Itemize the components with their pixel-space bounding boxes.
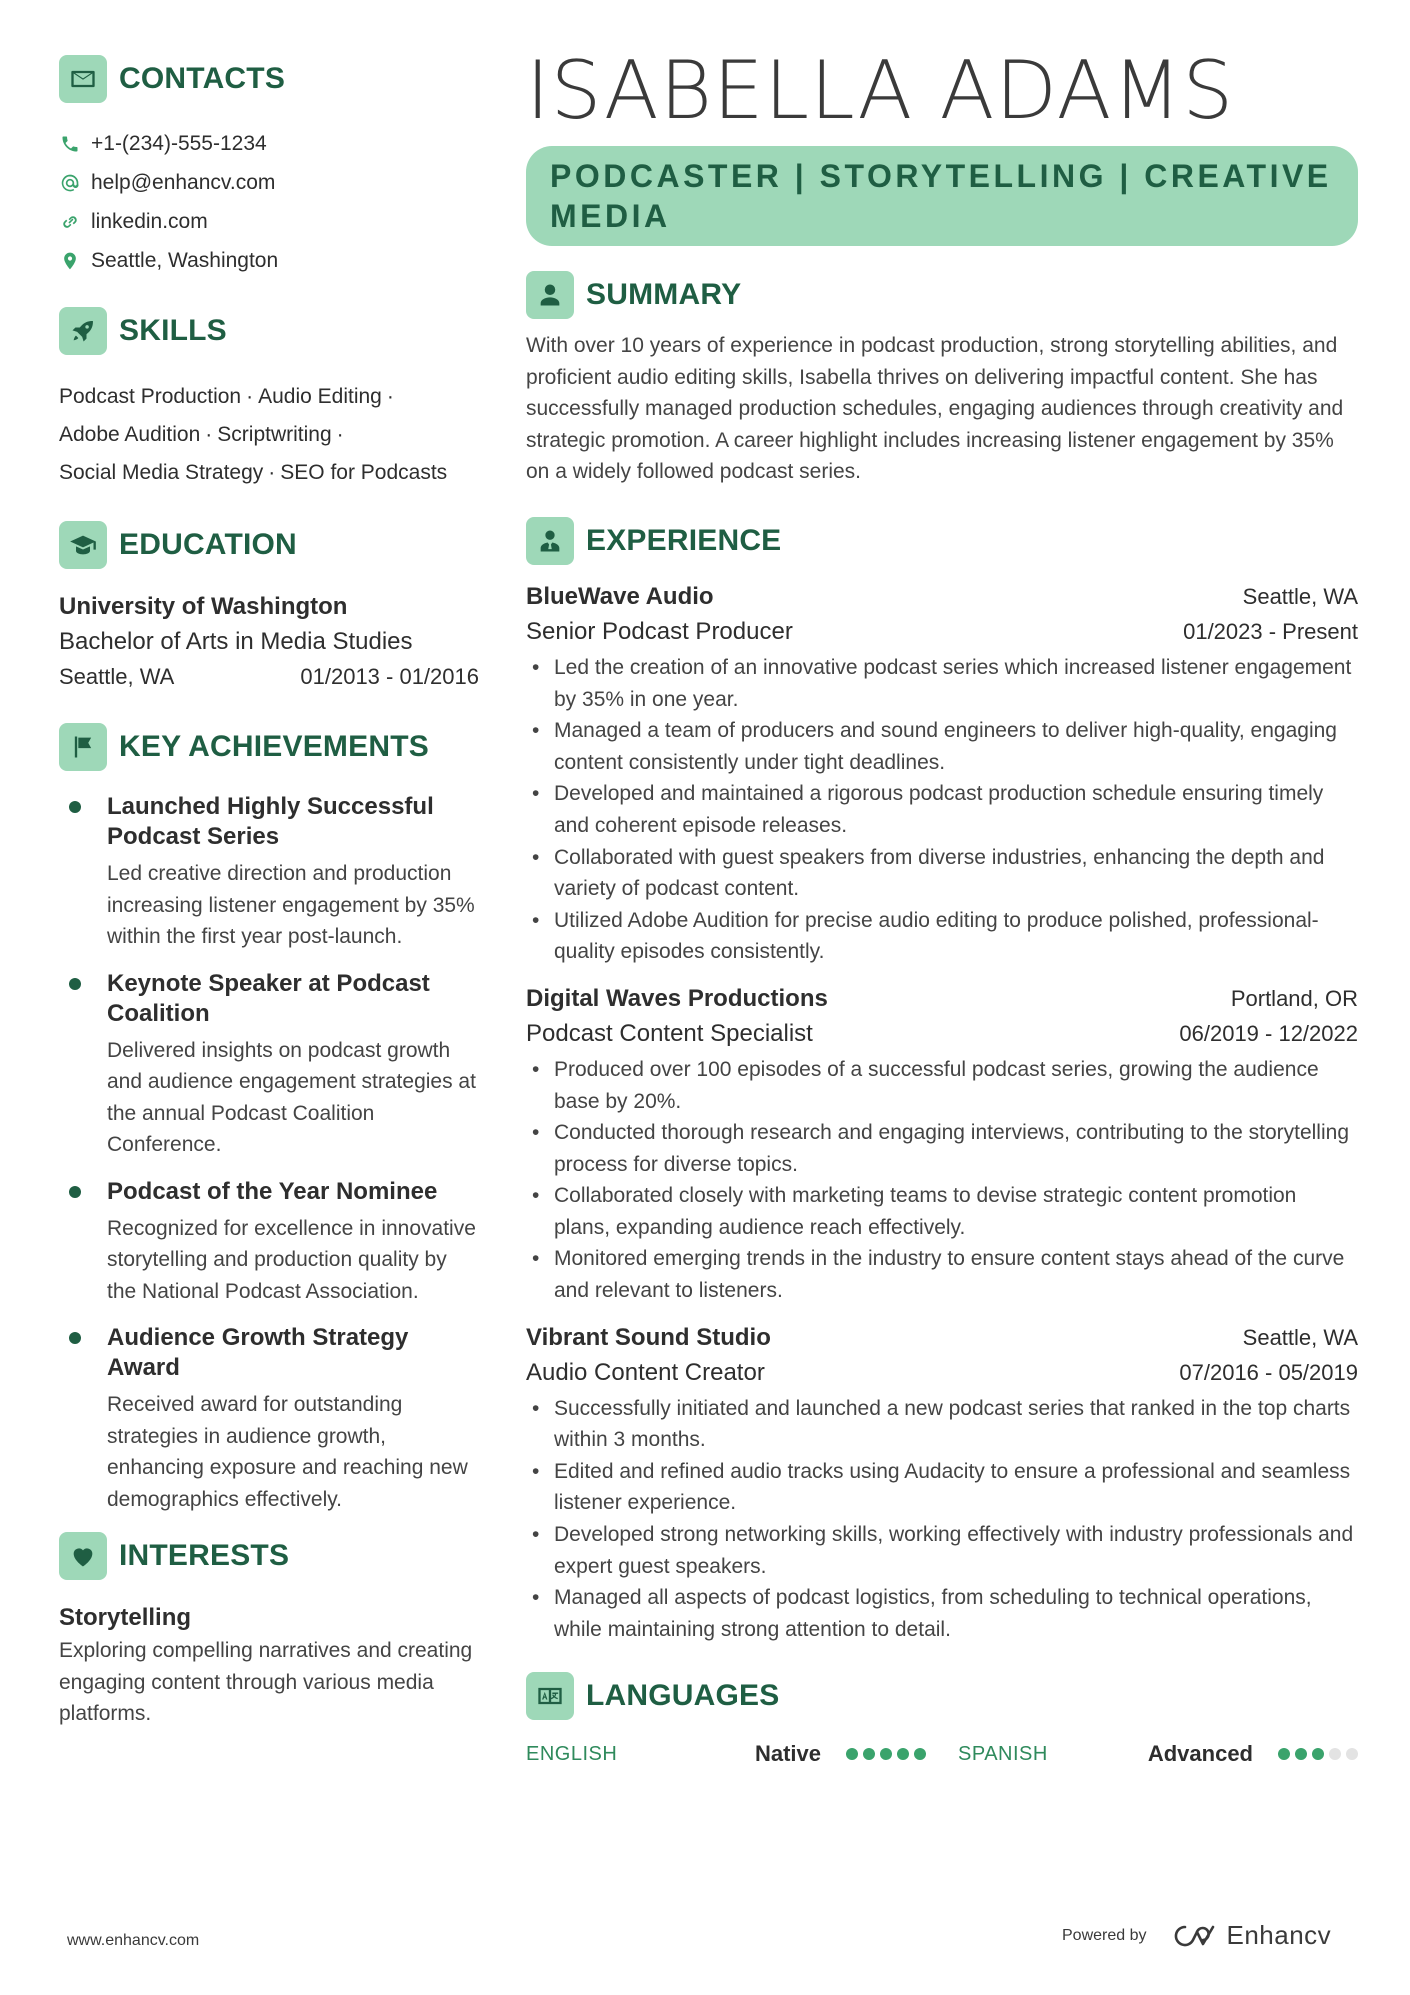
rating-dot-filled (1278, 1748, 1290, 1760)
achievement-title: Launched Highly Successful Podcast Series (107, 793, 434, 850)
education-section (59, 520, 479, 694)
enhancv-logo-icon (1173, 1923, 1219, 1949)
experience-row (526, 1016, 1358, 1052)
skills-list (59, 378, 479, 492)
separator: · (268, 461, 276, 484)
contact-text: linkedin.com (91, 209, 208, 233)
contacts-header (59, 54, 479, 104)
job-dates: 07/2016 - 05/2019 (1179, 1359, 1358, 1385)
company-name: Vibrant Sound Studio (526, 1323, 771, 1351)
translate-icon (526, 1672, 574, 1720)
job-bullet: • Managed all aspects of podcast logistics, from scheduling to technical operations, while maintaining strong attention to detail. (526, 1582, 1358, 1645)
language-list (526, 1741, 1358, 1767)
language-name: SPANISH (958, 1742, 1048, 1765)
candidate-name: ISABELLA ADAMS (526, 44, 1235, 137)
achievement-desc: Recognized for excellence in innovative storytelling and production quality by the National Podcast Association. (107, 1216, 476, 1303)
heart-icon (59, 1532, 107, 1580)
language-name: ENGLISH (526, 1742, 618, 1765)
contact-text: Seattle, Washington (91, 248, 279, 272)
achievement-desc: Led creative direction and production increasing listener engagement by 35% within the first year post-launch. (107, 862, 475, 948)
interest-title: Storytelling (59, 1604, 192, 1631)
job-location: Seattle, WA (1242, 583, 1358, 609)
link-icon (59, 211, 81, 233)
left-column (59, 54, 479, 1730)
achievements-section (59, 722, 479, 1515)
skill-item: Scriptwriting (217, 423, 332, 446)
skill-item: Social Media Strategy (59, 461, 264, 484)
skills-line (59, 416, 479, 454)
achievement-item (59, 969, 479, 1161)
job-bullet: • Successfully initiated and launched a new podcast series that ranked in the top charts within 3 months. (526, 1393, 1358, 1456)
job-bullet: • Produced over 100 episodes of a successful podcast series, growing the audience base by 20%. (526, 1054, 1358, 1117)
rating-dot-filled (1295, 1748, 1307, 1760)
rating-dots (841, 1748, 926, 1760)
achievement-desc: Received award for outstanding strategies in audience growth, enhancing exposure and reaching new demographics effectively. (107, 1393, 468, 1511)
interests-section (59, 1531, 479, 1730)
job-bullet: • Developed strong networking skills, working effectively with industry professionals and expert guest speakers. (526, 1519, 1358, 1582)
contacts-section (59, 54, 479, 280)
achievement-desc: Delivered insights on podcast growth and audience engagement strategies at the annual Podcast Coalition Conference. (107, 1038, 476, 1156)
rating-dot-filled (863, 1748, 875, 1760)
experience-row (526, 1355, 1358, 1391)
rating-dot-empty (1346, 1748, 1358, 1760)
summary-header (526, 270, 1358, 320)
rating-dot-filled (914, 1748, 926, 1760)
experience-item (526, 1321, 1358, 1646)
rating-dot-filled (1312, 1748, 1324, 1760)
job-bullet: • Edited and refined audio tracks using Audacity to ensure a professional and seamless listener experience. (526, 1456, 1358, 1519)
location-pin-icon (59, 250, 81, 272)
degree: Bachelor of Arts in Media Studies (59, 628, 413, 655)
job-bullet: • Developed and maintained a rigorous podcast production schedule ensuring timely and coherent episode releases. (526, 778, 1358, 841)
separator: · (205, 423, 213, 446)
job-bullet: • Collaborated with guest speakers from diverse industries, enhancing the depth and variety of podcast content. (526, 842, 1358, 905)
at-icon (59, 172, 81, 194)
skills-section (59, 306, 479, 492)
achievement-title: Audience Growth Strategy Award (107, 1324, 409, 1381)
job-bullet: • Monitored emerging trends in the industry to ensure content stays ahead of the curve and relevant to listeners. (526, 1243, 1358, 1306)
powered-by-label: Powered by (1062, 1926, 1147, 1944)
achievement-title: Keynote Speaker at Podcast Coalition (107, 969, 430, 1027)
job-bullets (526, 1393, 1358, 1646)
skill-item: Podcast Production (59, 385, 242, 408)
contact-text: help@enhancv.com (91, 170, 276, 194)
achievements-header (59, 722, 479, 772)
experience-row (526, 614, 1358, 650)
headline-title: PODCASTER | STORYTELLING | CREATIVE MEDIA (526, 146, 1358, 246)
section-title: LANGUAGES (586, 1679, 780, 1713)
right-column (526, 44, 1358, 1767)
education-header (59, 520, 479, 570)
job-bullet: • Conducted thorough research and engaging interviews, contributing to the storytelling process for diverse topics. (526, 1117, 1358, 1180)
achievement-item (59, 1323, 479, 1515)
separator: · (246, 385, 254, 408)
separator: · (386, 385, 394, 408)
contact-email[interactable] (59, 163, 479, 202)
language-level: Native (754, 1741, 821, 1767)
contact-text: +1-(234)-555-1234 (91, 131, 267, 155)
skills-header (59, 306, 479, 356)
section-title: CONTACTS (119, 62, 286, 95)
job-bullets (526, 652, 1358, 968)
section-title: KEY ACHIEVEMENTS (119, 730, 429, 763)
rating-dots (1273, 1748, 1358, 1760)
skills-line (59, 454, 479, 492)
job-role: Audio Content Creator (526, 1358, 765, 1386)
graduation-cap-icon (59, 521, 107, 569)
section-title: EDUCATION (119, 528, 297, 561)
job-dates: 01/2023 - Present (1183, 618, 1358, 644)
footer-website[interactable]: www.enhancv.com (67, 1932, 200, 1949)
contact-location (59, 241, 479, 280)
job-bullet: • Led the creation of an innovative podcast series which increased listener engagement by 35% in one year. (526, 652, 1358, 715)
experience-item (526, 982, 1358, 1307)
language-proficiency (1148, 1741, 1358, 1767)
achievement-item (59, 1177, 479, 1308)
job-bullet: • Collaborated closely with marketing teams to devise strategic content promotion plans, expanding audience reach effectively. (526, 1180, 1358, 1243)
flag-icon (59, 723, 107, 771)
skill-item: SEO for Podcasts (280, 461, 448, 484)
separator: · (336, 423, 344, 446)
section-title: SUMMARY (586, 278, 742, 311)
summary-text: With over 10 years of experience in podcast production, strong storytelling abilities, and proficient audio editing skills, Isabella thrives on delivering impactful content. She has successfully managed production schedules, engaging audiences through creativity and strategic promotion. A career highlight includes increasing listener engagement by 35% on a widely followed podcast series. (526, 334, 1344, 484)
business-person-icon (526, 517, 574, 565)
summary-section (526, 270, 1358, 488)
skills-line (59, 378, 479, 416)
experience-section (526, 516, 1358, 1645)
job-bullets (526, 1054, 1358, 1307)
languages-section (526, 1671, 1358, 1767)
job-location: Seattle, WA (1242, 1324, 1358, 1350)
education-entry (59, 590, 479, 694)
skill-item: Adobe Audition (59, 423, 201, 446)
bullet-dot (69, 1186, 81, 1198)
rating-dot-filled (897, 1748, 909, 1760)
section-title: INTERESTS (119, 1539, 290, 1572)
experience-row (526, 580, 1358, 614)
section-title: EXPERIENCE (586, 523, 782, 557)
rating-dot-filled (846, 1748, 858, 1760)
company-name: Digital Waves Productions (526, 984, 828, 1012)
job-location: Portland, OR (1230, 985, 1358, 1011)
bullet-dot (69, 801, 81, 813)
job-role: Podcast Content Specialist (526, 1019, 813, 1047)
languages-header (526, 1671, 1358, 1721)
achievement-list (59, 792, 479, 1515)
rocket-icon (59, 307, 107, 355)
job-role: Senior Podcast Producer (526, 617, 793, 645)
experience-item (526, 580, 1358, 968)
language-item (958, 1741, 1358, 1767)
contact-list (59, 124, 479, 280)
job-dates: 06/2019 - 12/2022 (1179, 1020, 1358, 1046)
footer-branding[interactable] (1062, 1920, 1331, 1951)
job-bullet: • Managed a team of producers and sound engineers to deliver high-quality, engaging content consistently under tight deadlines. (526, 715, 1358, 778)
education-dates: 01/2013 - 01/2016 (300, 664, 479, 689)
experience-header (526, 516, 1358, 566)
interests-header (59, 1531, 479, 1581)
rating-dot-empty (1329, 1748, 1341, 1760)
interest-entry (59, 1601, 479, 1730)
contact-phone[interactable] (59, 124, 479, 163)
language-item (526, 1741, 926, 1767)
language-level: Advanced (1147, 1741, 1253, 1767)
person-icon (526, 271, 574, 319)
bullet-dot (69, 1332, 81, 1344)
experience-row (526, 1321, 1358, 1355)
brand-name: Enhancv (1226, 1920, 1332, 1950)
education-meta (59, 660, 479, 694)
achievement-item (59, 792, 479, 953)
phone-icon (59, 133, 81, 155)
rating-dot-filled (880, 1748, 892, 1760)
company-name: BlueWave Audio (526, 582, 714, 610)
job-bullet: • Utilized Adobe Audition for precise audio editing to produce polished, professional-quality episodes consistently. (526, 905, 1358, 968)
achievement-title: Podcast of the Year Nominee (107, 1177, 438, 1205)
language-proficiency (755, 1741, 926, 1767)
interest-desc: Exploring compelling narratives and creating engaging content through various media platforms. (59, 1639, 473, 1725)
section-title: SKILLS (119, 314, 227, 347)
envelope-icon (59, 55, 107, 103)
skill-item: Audio Editing (258, 385, 382, 408)
contact-linkedin[interactable] (59, 202, 479, 241)
experience-row (526, 982, 1358, 1016)
education-location: Seattle, WA (59, 664, 175, 689)
school-name: University of Washington (59, 593, 348, 620)
bullet-dot (69, 978, 81, 990)
